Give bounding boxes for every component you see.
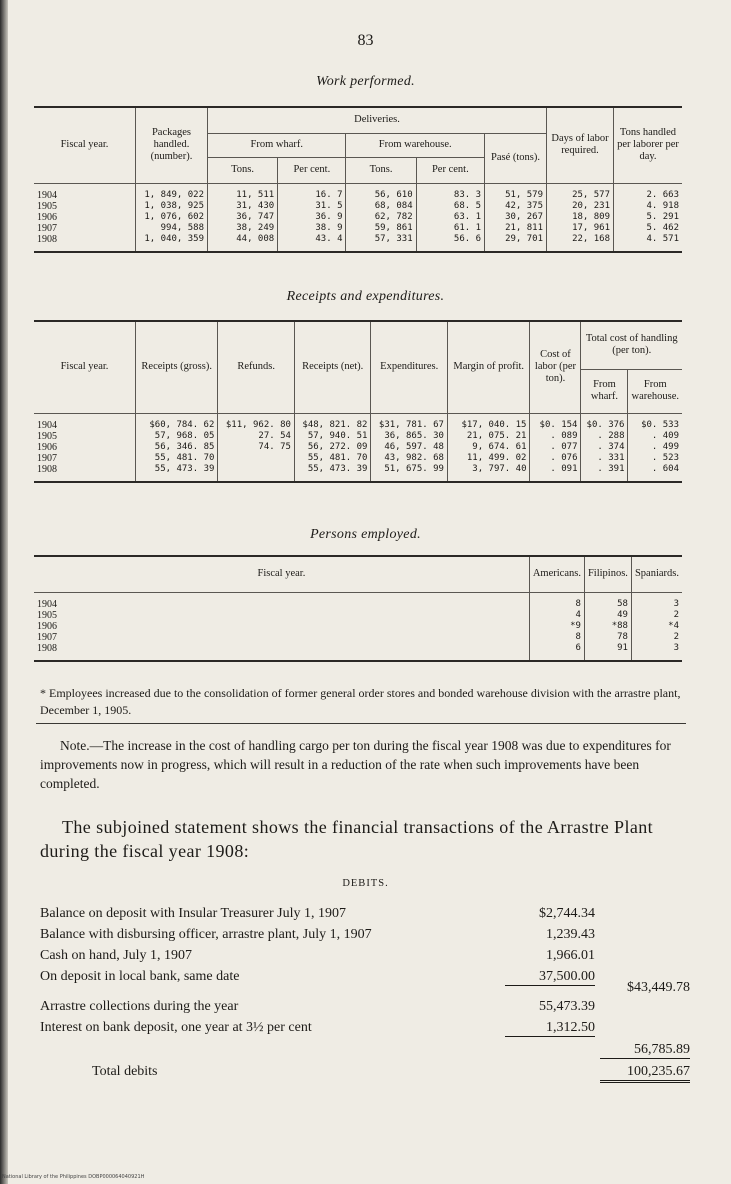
ledger-desc: Cash on hand, July 1, 1907 (40, 948, 193, 963)
col-fiscal-year: Fiscal year. (34, 321, 136, 413)
table-caption-receipts: Receipts and expenditures. (286, 289, 445, 304)
col-cost-labor: Cost of labor (per ton). (530, 321, 581, 413)
table-row (34, 212, 682, 223)
cell: 4 (529, 610, 584, 621)
cell: 55, 481. 70 (136, 453, 218, 464)
receipts-table (34, 320, 682, 483)
cell: $0. 533 (641, 420, 679, 430)
cell: 56. 6 (416, 234, 484, 252)
cell: *9 (529, 621, 584, 632)
cell: 27. 54 (218, 431, 295, 442)
cell: 5. 462 (646, 223, 679, 233)
col-warehouse-percent: Per cent. (416, 157, 484, 183)
ledger-amount: 37,500.00 (505, 969, 595, 986)
cell: 29, 701 (485, 234, 547, 252)
cell: . 089 (530, 431, 581, 442)
cell: 43, 982. 68 (371, 453, 448, 464)
ledger-desc: Balance on deposit with Insular Treasurer July 1, 1907 (40, 906, 347, 921)
page-binding-edge (0, 0, 8, 1184)
col-americans: Americans. (529, 556, 584, 592)
intro-paragraph: The subjoined statement shows the financial transactions of the Arrastre Plant during the fiscal year 1908: (40, 817, 654, 861)
cell: 3 (673, 599, 679, 609)
cell: 56, 272. 09 (294, 442, 371, 453)
cell: 56, 346. 85 (136, 442, 218, 453)
persons-table (34, 555, 682, 662)
cell: *88 (584, 621, 631, 632)
col-packages: Packages handled. (number). (136, 107, 208, 183)
cell: 30, 267 (485, 212, 547, 223)
col-wharf-percent: Per cent. (278, 157, 346, 183)
cell (218, 464, 295, 482)
cell: 3 (673, 643, 679, 653)
table-row (34, 413, 682, 431)
cell: 16. 7 (278, 183, 346, 201)
col-warehouse-tons: Tons. (346, 157, 416, 183)
cell: 38. 9 (278, 223, 346, 234)
ledger-amount: 55,473.39 (539, 999, 595, 1014)
cell: . 523 (651, 453, 679, 463)
cell: 58 (584, 592, 631, 610)
cell: 36. 9 (278, 212, 346, 223)
table-caption-persons: Persons employed. (310, 527, 421, 542)
col-cost-from-warehouse: From warehouse. (628, 369, 682, 413)
cell-year: 1908 (34, 464, 136, 482)
cell: 3, 797. 40 (447, 464, 530, 482)
cell: $17, 040. 15 (447, 413, 530, 431)
ledger-total: 100,235.67 (600, 1064, 690, 1083)
cell: 20, 231 (547, 201, 614, 212)
table-caption-work: Work performed. (316, 74, 415, 89)
cell: 4. 571 (646, 234, 679, 244)
scan-footer: National Library of the Philippines DOBP000064040921H (2, 1174, 145, 1180)
cell: 31. 5 (278, 201, 346, 212)
ledger-subtotal: 56,785.89 (600, 1042, 690, 1059)
col-tons-per-laborer: Tons handled per laborer per day. (614, 107, 683, 183)
cell: 2 (673, 610, 679, 620)
cell: $48, 821. 82 (294, 413, 371, 431)
cell-year: 1908 (34, 234, 136, 252)
table-row (34, 621, 682, 632)
ledger-line (40, 948, 690, 969)
ledger-amount: $2,744.34 (539, 906, 595, 921)
table-row (34, 201, 682, 212)
cell: 1, 040, 359 (136, 234, 208, 252)
col-from-warehouse: From warehouse. (346, 133, 485, 157)
table-row (34, 442, 682, 453)
cell-year: 1905 (34, 431, 136, 442)
ledger-line (40, 927, 690, 948)
ledger-desc: On deposit in local bank, same date (40, 969, 240, 984)
table-row (34, 453, 682, 464)
cell: 36, 865. 30 (371, 431, 448, 442)
ledger-desc: Arrastre collections during the year (40, 999, 239, 1014)
col-days-labor: Days of labor required. (547, 107, 614, 183)
col-deliveries: Deliveries. (208, 107, 547, 133)
cell: . 604 (651, 464, 679, 474)
debits-heading: DEBITS. (342, 878, 389, 889)
ledger-amount: 1,312.50 (505, 1020, 595, 1037)
cell-year: 1904 (34, 183, 136, 201)
cell: 57, 968. 05 (136, 431, 218, 442)
cell: 36, 747 (208, 212, 278, 223)
page-number: 83 (357, 32, 374, 49)
cell: 42, 375 (485, 201, 547, 212)
cell: 57, 331 (346, 234, 416, 252)
col-total-cost: Total cost of handling (per ton). (581, 321, 682, 369)
cell: 43. 4 (278, 234, 346, 252)
col-receipts-net: Receipts (net). (294, 321, 371, 413)
cell-year: 1906 (34, 442, 136, 453)
cell-year: 1908 (34, 643, 529, 661)
table-row (34, 464, 682, 482)
cell: 55, 473. 39 (136, 464, 218, 482)
cell: . 409 (651, 431, 679, 441)
cell: 51, 675. 99 (371, 464, 448, 482)
cell: 38, 249 (208, 223, 278, 234)
col-receipts-gross: Receipts (gross). (136, 321, 218, 413)
table-row (34, 183, 682, 201)
cell-year: 1906 (34, 621, 529, 632)
table-row (34, 610, 682, 621)
col-refunds: Refunds. (218, 321, 295, 413)
cell: . 288 (581, 431, 628, 442)
cell: 46, 597. 48 (371, 442, 448, 453)
cell: 8 (529, 632, 584, 643)
cell: . 077 (530, 442, 581, 453)
col-expenditures: Expenditures. (371, 321, 448, 413)
cell: 55, 481. 70 (294, 453, 371, 464)
cell: 21, 811 (485, 223, 547, 234)
cell: . 374 (581, 442, 628, 453)
col-from-wharf: From wharf. (208, 133, 346, 157)
cell (218, 453, 295, 464)
col-margin: Margin of profit. (447, 321, 530, 413)
cell-year: 1905 (34, 201, 136, 212)
footnote: * Employees increased due to the consolidation of former general order stores and bonded warehouse division with the arrastre plant, December 1, 1905. (40, 686, 681, 717)
ledger-amount: 1,239.43 (546, 927, 595, 942)
col-pase: Pasé (tons). (485, 133, 547, 183)
cell: 1, 038, 925 (136, 201, 208, 212)
cell: 44, 008 (208, 234, 278, 252)
cell: *4 (668, 621, 679, 631)
cell: 11, 511 (208, 183, 278, 201)
ledger-line (40, 969, 690, 999)
cell: 57, 940. 51 (294, 431, 371, 442)
cell: . 391 (581, 464, 628, 482)
cell: $0. 154 (530, 413, 581, 431)
cell: 49 (584, 610, 631, 621)
ledger-line (40, 906, 690, 927)
cell: 11, 499. 02 (447, 453, 530, 464)
cell: 55, 473. 39 (294, 464, 371, 482)
table-row (34, 431, 682, 442)
cell: 4. 918 (646, 201, 679, 211)
cell: $11, 962. 80 (218, 413, 295, 431)
ledger-line (40, 999, 690, 1020)
cell: 62, 782 (346, 212, 416, 223)
cell: 59, 861 (346, 223, 416, 234)
cell: 31, 430 (208, 201, 278, 212)
cell-year: 1907 (34, 223, 136, 234)
cell: . 499 (651, 442, 679, 452)
cell: 18, 809 (547, 212, 614, 223)
cell: $60, 784. 62 (136, 413, 218, 431)
cell-year: 1905 (34, 610, 529, 621)
cell: . 331 (581, 453, 628, 464)
col-fiscal-year: Fiscal year. (34, 556, 529, 592)
col-cost-from-wharf: From wharf. (581, 369, 628, 413)
cell: 68. 5 (416, 201, 484, 212)
ledger-desc: Interest on bank deposit, one year at 3½ per cent (40, 1020, 312, 1035)
cell: 994, 588 (136, 223, 208, 234)
ledger-amount: 1,966.01 (546, 948, 595, 963)
ledger-desc: Total debits (92, 1064, 158, 1079)
ledger-line (40, 1020, 690, 1064)
cell: 1, 849, 022 (136, 183, 208, 201)
cell: 74. 75 (218, 442, 295, 453)
work-performed-table (34, 106, 682, 253)
cell: 25, 577 (547, 183, 614, 201)
table-row (34, 632, 682, 643)
cell: 17, 961 (547, 223, 614, 234)
cell: 61. 1 (416, 223, 484, 234)
table-row (34, 234, 682, 252)
cell: 83. 3 (416, 183, 484, 201)
cell: . 091 (530, 464, 581, 482)
cell: 63. 1 (416, 212, 484, 223)
cell: $31, 781. 67 (371, 413, 448, 431)
cell: 51, 579 (485, 183, 547, 201)
cell: 6 (529, 643, 584, 661)
cell: 5. 291 (646, 212, 679, 222)
ledger-desc: Balance with disbursing officer, arrastre plant, July 1, 1907 (40, 927, 372, 942)
col-wharf-tons: Tons. (208, 157, 278, 183)
col-filipinos: Filipinos. (584, 556, 631, 592)
cell-year: 1904 (34, 413, 136, 431)
cell-year: 1907 (34, 453, 136, 464)
cell: 8 (529, 592, 584, 610)
cell: 9, 674. 61 (447, 442, 530, 453)
col-fiscal-year: Fiscal year. (34, 107, 136, 183)
ledger-line (40, 1064, 690, 1090)
cell: 56, 610 (346, 183, 416, 201)
cell: 91 (584, 643, 631, 661)
cell: 22, 168 (547, 234, 614, 252)
cell: 2 (673, 632, 679, 642)
note-paragraph: Note.—The increase in the cost of handling cargo per ton during the fiscal year 1908 was due to expenditures for improvements now in progress, which will result in a reduction of the rate when such improvements have been completed. (40, 738, 671, 791)
cell-year: 1904 (34, 592, 529, 610)
cell: . 076 (530, 453, 581, 464)
cell: $0. 376 (581, 413, 628, 431)
cell-year: 1906 (34, 212, 136, 223)
cell: 68, 084 (346, 201, 416, 212)
cell: 21, 075. 21 (447, 431, 530, 442)
cell: 1, 076, 602 (136, 212, 208, 223)
table-row (34, 592, 682, 610)
cell-year: 1907 (34, 632, 529, 643)
table-row (34, 223, 682, 234)
table-row (34, 643, 682, 661)
debits-ledger (40, 906, 690, 1090)
cell: 78 (584, 632, 631, 643)
divider (36, 723, 686, 724)
ledger-subtotal: $43,449.78 (627, 980, 690, 995)
cell: 2. 663 (646, 190, 679, 200)
col-spaniards: Spaniards. (631, 556, 682, 592)
